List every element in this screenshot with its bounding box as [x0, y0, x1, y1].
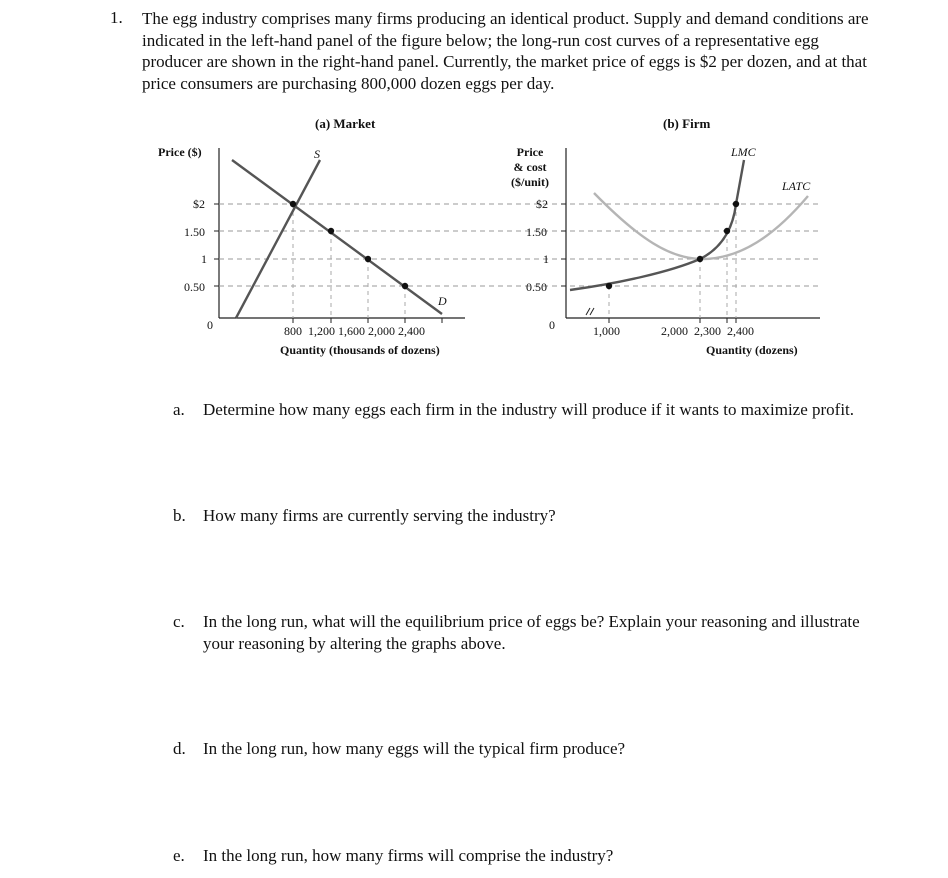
market-point [402, 283, 408, 289]
market-quantity-guides [293, 204, 405, 318]
firm-y-tick: 1.50 [526, 225, 547, 239]
market-x-ticks [293, 318, 442, 323]
market-x-ticks: 800 1,200 1,600 2,000 2,400 [284, 324, 425, 338]
market-y-tick: $2 [193, 197, 205, 211]
firm-y-tick: 1 [543, 252, 549, 266]
firm-origin: 0 [549, 318, 555, 332]
firm-point [606, 283, 612, 289]
firm-x-label: Quantity (dozens) [706, 343, 798, 357]
market-y-tick: 0.50 [184, 280, 205, 294]
question-number: 1. [110, 8, 123, 27]
firm-point [733, 201, 739, 207]
market-x-label: Quantity (thousands of dozens) [280, 343, 440, 357]
latc-label: LATC [782, 179, 811, 193]
question-text: The egg industry comprises many firms producing an identical product. Supply and demand conditions are indicated in the left-hand panel of the figure below; the long-run cost curves of a representative egg producer are shown in the right-hand panel. Currently, the market price of eggs is $2 per dozen, and at that price consumers are purchasing 800,000 dozen eggs per day. [142, 9, 869, 93]
firm-y-tick: 0.50 [526, 280, 547, 294]
firm-y-tick: $2 [536, 197, 548, 211]
firm-point [724, 228, 730, 234]
market-y-tick: 1 [201, 252, 207, 266]
firm-x-ticks [609, 318, 736, 323]
latc-curve [594, 193, 808, 259]
demand-curve [232, 160, 442, 314]
firm-x-tick: 2,000 2,300 2,400 [661, 324, 754, 338]
lmc-label: LMC [731, 145, 756, 159]
firm-point [697, 256, 703, 262]
market-origin: 0 [207, 318, 213, 332]
demand-label: D [438, 294, 447, 308]
lmc-curve [570, 160, 744, 290]
supply-label: S [314, 147, 320, 161]
market-title: (a) Market [315, 116, 376, 131]
supply-curve [236, 160, 320, 318]
market-point [365, 256, 371, 262]
firm-x-tick: 1,000 [593, 324, 620, 338]
market-point [290, 201, 296, 207]
firm-title: (b) Firm [663, 116, 711, 131]
market-y-label: Price ($) [158, 145, 202, 159]
firm-y-label: Price & cost ($/unit) [510, 145, 549, 189]
firm-quantity-guides [609, 204, 736, 318]
market-y-tick: 1.50 [184, 225, 205, 239]
market-point [328, 228, 334, 234]
